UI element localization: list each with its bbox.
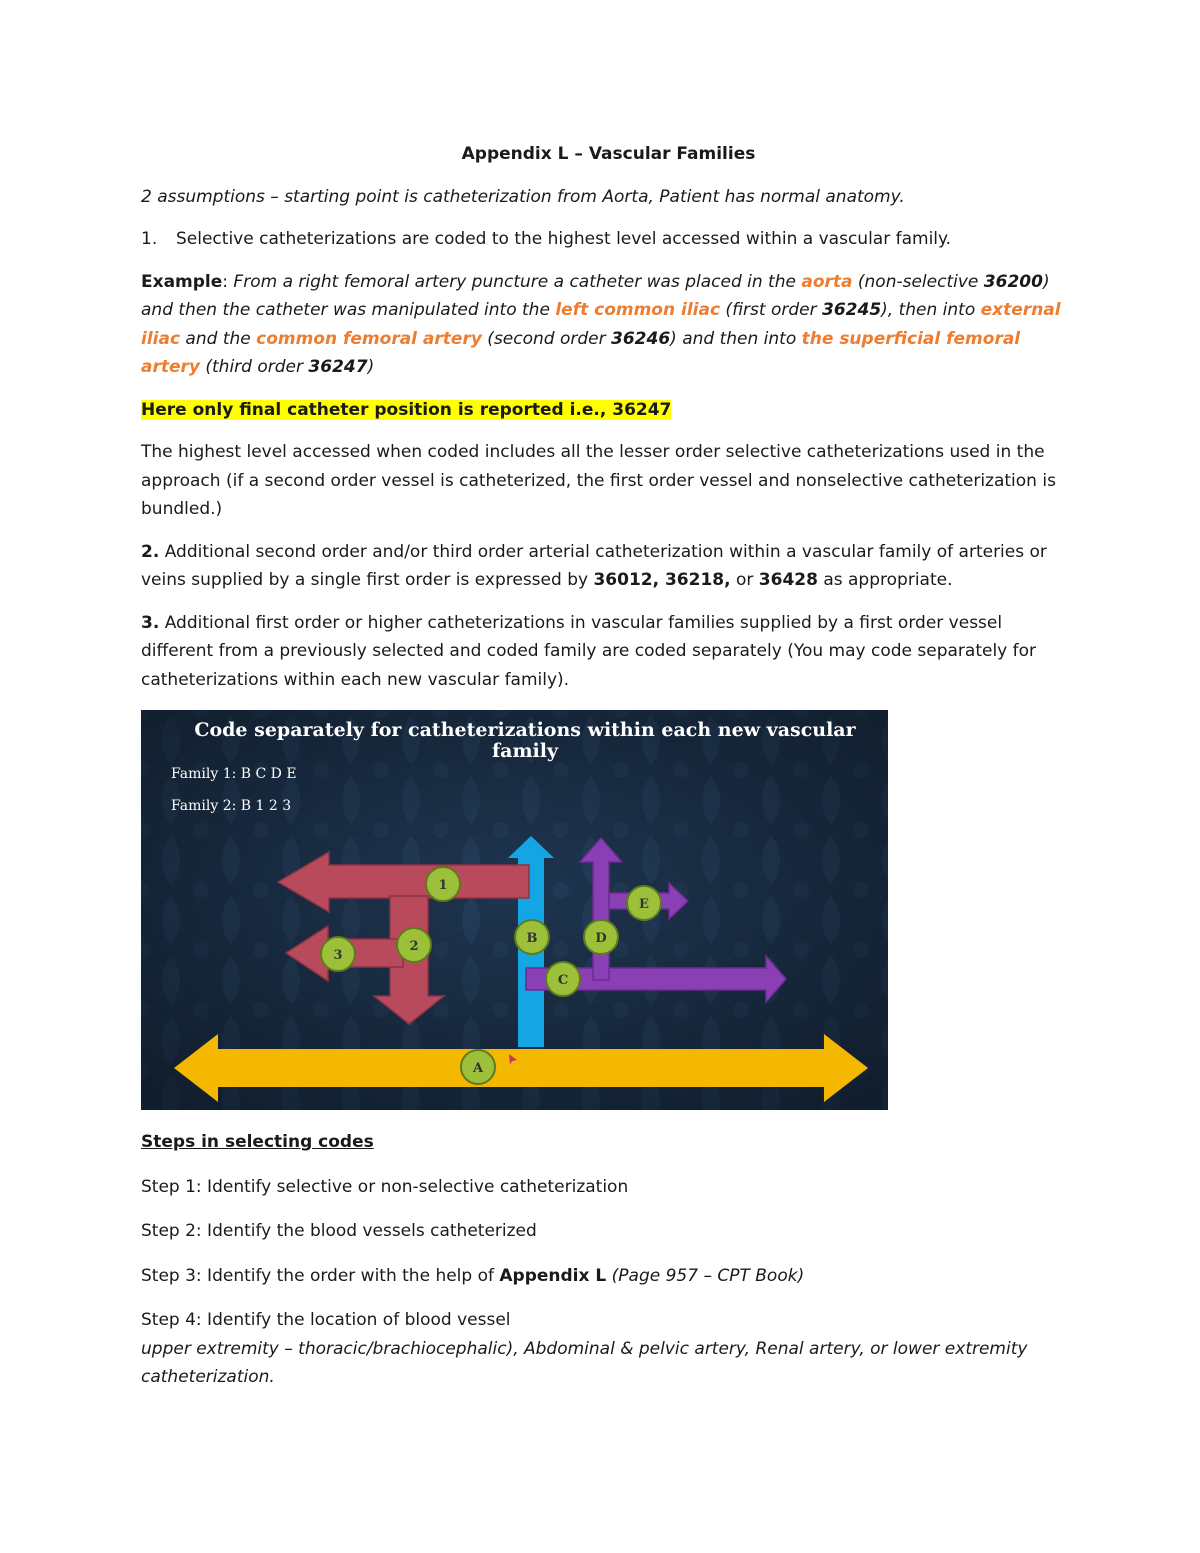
family-1-label: Family 1: B C D E: [171, 766, 297, 782]
code-36200: 36200: [983, 271, 1043, 292]
svg-text:1: 1: [438, 878, 448, 893]
node-c: [546, 962, 580, 996]
family-2-label: Family 2: B 1 2 3: [171, 798, 292, 814]
svg-text:B: B: [526, 931, 538, 946]
step-3: Step 3: Identify the order with the help of Appendix L (Page 957 – CPT Book): [141, 1265, 805, 1286]
rule-1: [141, 225, 1076, 254]
example-text: From a right femoral artery puncture a catheter was placed in the aorta (non-selective 36200) and then the catheter was manipulated into the left common iliac (first order 36245), then into external iliac and the common femoral artery (second order 36246) and then into the superficial femoral artery (third order 36247): [141, 271, 1061, 377]
rule-2-code-36428: 36428: [758, 570, 818, 590]
highlighted-text: Here only final catheter position is reported i.e., 36247: [141, 399, 672, 420]
step-4: Step 4: Identify the location of blood vessel upper extremity – thoracic/brachiocephalic), Abdominal & pelvic artery, Renal artery, or lower extremity catheterization.: [141, 1310, 1028, 1387]
svg-text:2: 2: [409, 939, 419, 954]
vascular-families-figure: [141, 710, 888, 1110]
code-36247: 36247: [308, 357, 368, 377]
step-4-detail: upper extremity – thoracic/brachiocephalic), Abdominal & pelvic artery, Renal artery, or lower extremity catheterization.: [141, 1338, 1028, 1387]
code-36246: 36246: [611, 328, 671, 349]
rule-3-number: 3.: [141, 612, 160, 633]
rule-2: 2. Additional second order and/or third order arterial catheterization within a vascular family of arteries or veins supplied by a single first order is expressed by 36012, 36218, or 36428 as appropriate.: [141, 541, 1047, 590]
step-1: Step 1: Identify selective or non-selective catheterization: [141, 1176, 629, 1197]
node-a: [461, 1050, 495, 1084]
rule-2-codes: 36012, 36218,: [593, 570, 731, 590]
highlight-line: [141, 396, 1076, 425]
example-paragraph: Example: From a right femoral artery puncture a catheter was placed in the aorta (non-selective 36200) and then the catheter was manipulated into the left common iliac (first order 36245), then into external iliac and the common femoral artery (second order 36246) and then into the superficial femoral artery (third order 36247): [141, 271, 1061, 377]
rule-3-text: Additional first order or higher catheterizations in vascular families supplied by a first order vessel different from a previously selected and coded family are coded separately (You may code separately for catheterizations within each new vascular family).: [141, 612, 1037, 690]
node-b: [515, 920, 549, 954]
steps-heading: Steps in selecting codes: [141, 1132, 374, 1152]
svg-text:C: C: [557, 973, 569, 988]
node-d: [584, 920, 618, 954]
node-2: [397, 928, 431, 962]
svg-text:3: 3: [333, 948, 343, 963]
term-external-iliac: external iliac: [141, 300, 1061, 349]
node-1: [426, 867, 460, 901]
term-left-common-iliac: left common iliac: [555, 300, 721, 320]
term-superficial-femoral-artery: the superficial femoral artery: [141, 328, 1021, 377]
svg-text:E: E: [639, 897, 649, 912]
code-36245: 36245: [822, 300, 882, 320]
highest-level-paragraph: The highest level accessed when coded includes all the lesser order selective catheterizations used in the approach (if a second order vessel is catheterized, the first order vessel and nonselective catheterization is bundled.): [141, 442, 1056, 519]
figure-title-line-2: family: [491, 740, 559, 762]
term-common-femoral-artery: common femoral artery: [256, 328, 482, 349]
rule-1-number: 1.: [141, 229, 158, 249]
svg-text:D: D: [595, 931, 607, 946]
node-e: [627, 886, 661, 920]
rule-3: [141, 609, 1076, 695]
rule-1-text: Selective catheterizations are coded to the highest level accessed within a vascular family.: [176, 229, 952, 249]
assumptions-text: 2 assumptions – starting point is catheterization from Aorta, Patient has normal anatomy.: [141, 186, 905, 207]
document-body: [141, 140, 1076, 1408]
step-2: Step 2: Identify the blood vessels catheterized: [141, 1221, 537, 1241]
figure-title-line-1: Code separately for catheterizations within each new vascular: [194, 719, 856, 741]
example-label: Example: [141, 271, 223, 292]
rule-2-number: 2.: [141, 541, 160, 562]
term-aorta: aorta: [801, 271, 853, 292]
page-title: Appendix L – Vascular Families: [461, 144, 756, 164]
svg-text:A: A: [472, 1061, 484, 1076]
node-3: [321, 937, 355, 971]
